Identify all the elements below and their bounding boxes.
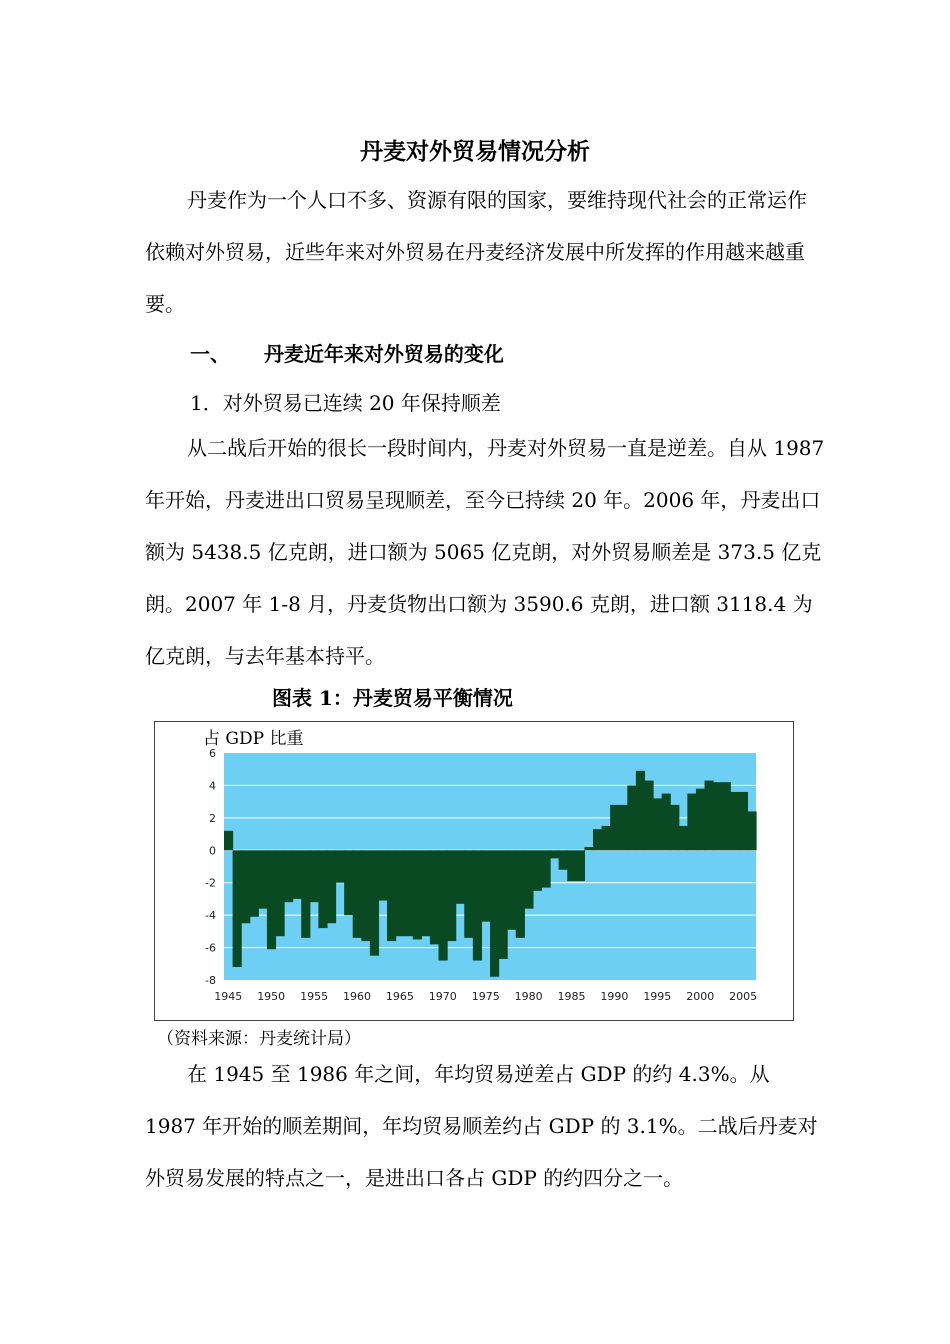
bar [687, 794, 696, 851]
bar [627, 785, 636, 850]
x-tick-label: 1965 [385, 990, 414, 1003]
bar [327, 850, 336, 923]
bar [747, 811, 756, 850]
chart-svg [155, 722, 793, 1020]
y-tick-label: -2 [205, 876, 216, 890]
x-tick-label: 1975 [471, 990, 500, 1003]
bar [662, 794, 671, 851]
x-tick-label: 1985 [557, 990, 586, 1003]
x-tick-label: 1955 [300, 990, 329, 1003]
bar [404, 850, 413, 936]
bar [447, 850, 456, 941]
bar [576, 850, 585, 881]
bar [344, 850, 353, 915]
bar [541, 850, 550, 887]
bar [524, 850, 533, 908]
subsection-heading: 1．对外贸易已连续 20 年保持顺差 [190, 391, 501, 415]
bar [533, 850, 542, 891]
bar [481, 850, 490, 921]
bar [473, 850, 482, 960]
x-tick-label: 1950 [257, 990, 286, 1003]
x-tick-label: 1960 [343, 990, 371, 1003]
bar [430, 850, 439, 944]
y-tick-label: 0 [209, 844, 216, 858]
document-title: 丹麦对外贸易情况分析 [360, 138, 590, 165]
bar [250, 850, 259, 916]
bar [439, 850, 448, 960]
bar [722, 782, 731, 850]
bar [241, 850, 250, 923]
bar [258, 850, 267, 908]
x-tick-label: 1945 [214, 990, 243, 1003]
bar [679, 826, 688, 850]
bar [301, 850, 310, 938]
bar [593, 829, 602, 850]
bar [233, 850, 242, 967]
bar [644, 781, 653, 851]
bar [739, 792, 748, 850]
bar [413, 850, 422, 939]
section-title: 丹麦近年来对外贸易的变化 [263, 342, 504, 366]
bar [318, 850, 327, 928]
bar [610, 805, 619, 850]
x-tick-label: 1970 [428, 990, 457, 1003]
y-tick-label: 4 [209, 779, 216, 793]
bar [636, 771, 645, 850]
bar [267, 850, 276, 949]
bar [670, 805, 679, 850]
bar [559, 850, 568, 869]
bar [696, 789, 705, 851]
section-number: 一、 [190, 342, 230, 366]
bar [370, 850, 379, 955]
bar [353, 850, 362, 938]
x-tick-label: 2005 [729, 990, 758, 1003]
bar [224, 831, 233, 850]
bar [602, 826, 611, 850]
bar [705, 781, 714, 851]
bar [275, 850, 284, 936]
y-tick-label: -6 [205, 941, 216, 955]
y-tick-label: 6 [209, 747, 216, 760]
bar [730, 792, 739, 850]
bar [619, 805, 628, 850]
bar [499, 850, 508, 959]
bar [310, 850, 319, 902]
x-tick-label: 1990 [600, 990, 629, 1003]
bar [456, 850, 465, 904]
x-tick-label: 1995 [643, 990, 672, 1003]
bar [387, 850, 396, 941]
bar [713, 782, 722, 850]
intro-paragraph: 丹麦作为一个人口不多、资源有限的国家，要维持现代社会的正常运作依赖对外贸易，近些年来对外贸易在丹麦经济发展中所发挥的作用越来越重要。 [145, 188, 807, 316]
y-tick-label: 2 [209, 811, 216, 825]
bar [464, 850, 473, 938]
bar [284, 850, 293, 902]
y-tick-label: -8 [205, 974, 216, 987]
bar [396, 850, 405, 936]
bar [490, 850, 499, 976]
bar [653, 798, 662, 850]
bar [516, 850, 525, 938]
summary-paragraph: 在 1945 至 1986 年之间，年均贸易逆差占 GDP 的约 4.3%。从 1987 年开始的顺差期间，年均贸易顺差约占 GDP 的 3.1%。二战后丹麦对外贸易发展的特点之一，是进出口各占 GDP 的约四分之一。 [145, 1062, 818, 1190]
bar [550, 850, 559, 858]
bar [567, 850, 576, 881]
trade-surplus-paragraph: 从二战后开始的很长一段时间内，丹麦对外贸易一直是逆差。自从 1987 年开始，丹麦进出口贸易呈现顺差，至今已持续 20 年。2006 年，丹麦出口额为 5438.5 亿克朗，进口额为 5065 亿克朗，对外贸易顺差是 373.5 亿克朗。2007 年 1-8 月，丹麦货物出口额为 3590.6 克朗，进口额 3118.4 为亿克朗，与去年基本持平。 [145, 436, 825, 668]
y-tick-label: -4 [205, 909, 216, 923]
bar [361, 850, 370, 941]
section-heading [190, 338, 504, 367]
data-source: （资料来源：丹麦统计局） [157, 1029, 361, 1049]
bar [378, 850, 387, 900]
x-tick-label: 1980 [514, 990, 543, 1003]
y-axis-label: 占 GDP 比重 [203, 729, 304, 749]
bar [507, 850, 516, 929]
bar [336, 850, 345, 882]
figure-title: 图表 1：丹麦贸易平衡情况 [272, 686, 513, 710]
bar [584, 847, 593, 850]
x-tick-label: 2000 [686, 990, 715, 1003]
bar [421, 850, 430, 936]
bar [293, 850, 302, 899]
trade-balance-chart [154, 721, 794, 1021]
